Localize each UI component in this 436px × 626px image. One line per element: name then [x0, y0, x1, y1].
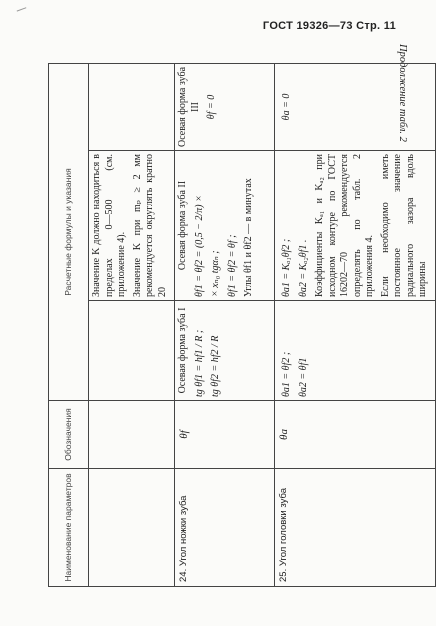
row25-form3: θa = 0 [281, 93, 292, 121]
row24-form2-line2: × xₙ₀ tgαₙ ; [210, 250, 221, 297]
col-formulas-header: Расчетные формулы и указания [49, 64, 89, 401]
row24-symbol: θf [175, 401, 275, 469]
header-row [49, 64, 89, 587]
col-designation-header: Обозначения [49, 401, 89, 469]
note-text-2: Значение K при mₚ ≥ 2 мм рекомендуется округлять кратно 20 [131, 154, 168, 297]
row-24 [175, 64, 275, 587]
page-mark [16, 4, 27, 11]
row25-form2-line1: θa1 = Kₐ₁θf2 ; [281, 238, 292, 297]
sub-header-form3: Осевая форма зуба III [177, 66, 201, 147]
row24-form2-line1: θf1 = θf2 = (0,5 − 2/π) × [193, 195, 205, 297]
note-text-1: Значение K должно находиться в пределах 0—500 (см. приложение 4). [91, 154, 127, 297]
row25-form1-line1: θa1 = θf2 ; [281, 351, 292, 397]
page-header: ГОСТ 19326—73 Стр. 11 [262, 20, 396, 32]
row25-form2-line2: θa2 = Kₐ₂θf1 . [297, 239, 309, 297]
row25-form1-line2: θa2 = θf1 [297, 357, 309, 397]
sub-header-form2: Осевая форма зуба II [177, 180, 188, 271]
col-name-header: Наименование параметров [49, 469, 89, 587]
row24-form1-line1: tg θf1 = hf1 / R ; [193, 329, 205, 397]
parameters-table [48, 63, 436, 587]
row24-form1-line2: tg θf2 = hf2 / R [210, 335, 221, 397]
continuation-label: Продолжение табл. 2 [397, 44, 408, 142]
row25-form2-line3: Коэффициенты Kₐ₁ и Kₐ₂ при исходном контуре по ГОСТ 16202—70 рекомендуется определять по табл. 2 приложения 4. [314, 154, 375, 297]
row-25 [275, 64, 436, 587]
row25-symbol: θa [275, 401, 436, 469]
row25-name: 25. Угол головки зуба [275, 469, 436, 587]
row24-form3: θf = 0 [206, 94, 217, 120]
note-row [89, 64, 175, 587]
row24-form2-line4: Углы θf1 и θf2 — в минутах [243, 178, 254, 297]
sub-header-form1: Осевая форма зуба I [177, 307, 188, 394]
row24-name: 24. Угол ножки зуба [175, 469, 275, 587]
row25-form2-line4: Если необходимо иметь постоянное значение радиального зазора вдоль ширины [379, 154, 428, 297]
row24-form2-line3: θf1 = θf2 = θf ; [226, 234, 238, 297]
